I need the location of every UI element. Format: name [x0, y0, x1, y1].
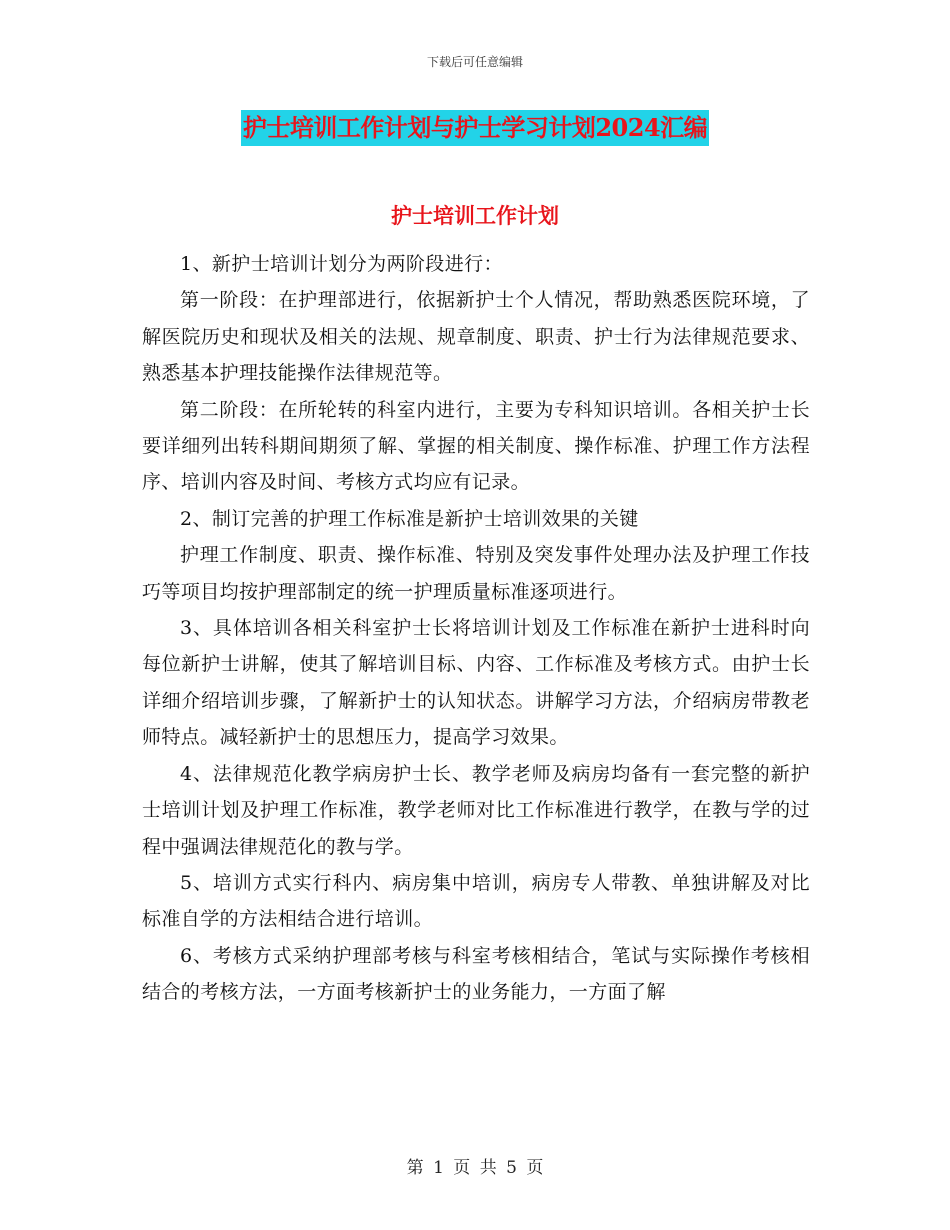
paragraph: 4、法律规范化教学病房护士长、教学老师及病房均备有一套完整的新护士培训计划及护理工作标准，教学老师对比工作标准进行教学，在教与学的过程中强调法律规范化的教与学。 [142, 762, 810, 858]
paragraph: 3、具体培训各相关科室护士长将培训计划及工作标准在新护士进科时向每位新护士讲解，使其了解培训目标、内容、工作标准及考核方式。由护士长详细介绍培训步骤，了解新护士的认知状态。讲解学习方法，介绍病房带教老师特点。减轻新护士的思想压力，提高学习效果。 [142, 617, 810, 749]
section-title: 护士培训工作计划 [391, 203, 559, 228]
paragraph: 护理工作制度、职责、操作标准、特别及突发事件处理办法及护理工作技巧等项目均按护理部制定的统一护理质量标准逐项进行。 [142, 544, 810, 603]
page-header-note: 下载后可任意编辑 [426, 55, 523, 69]
paragraph: 6、考核方式采纳护理部考核与科室考核相结合，笔试与实际操作考核相结合的考核方法，一方面考核新护士的业务能力，一方面了解 [142, 944, 810, 1004]
paragraph: 第一阶段：在护理部进行，依据新护士个人情况，帮助熟悉医院环境，了解医院历史和现状及相关的法规、规章制度、职责、护士行为法律规范要求、熟悉基本护理技能操作法律规范等。 [142, 289, 810, 385]
document-title [0, 110, 950, 146]
page-number: 第 1 页 共 5 页 [406, 1158, 544, 1178]
document-title-text: 护士培训工作计划与护士学习计划2024汇编 [241, 110, 709, 146]
paragraph: 第二阶段：在所轮转的科室内进行，主要为专科知识培训。各相关护士长要详细列出转科期间期须了解、掌握的相关制度、操作标准、护理工作方法程序、培训内容及时间、考核方式均应有记录。 [142, 398, 810, 494]
document-body [142, 246, 810, 1011]
paragraph: 1、新护士培训计划分为两阶段进行： [180, 253, 503, 275]
paragraph: 2、制订完善的护理工作标准是新护士培训效果的关键 [180, 507, 639, 530]
paragraph: 5、培训方式实行科内、病房集中培训，病房专人带教、单独讲解及对比标准自学的方法相结合进行培训。 [142, 871, 810, 931]
